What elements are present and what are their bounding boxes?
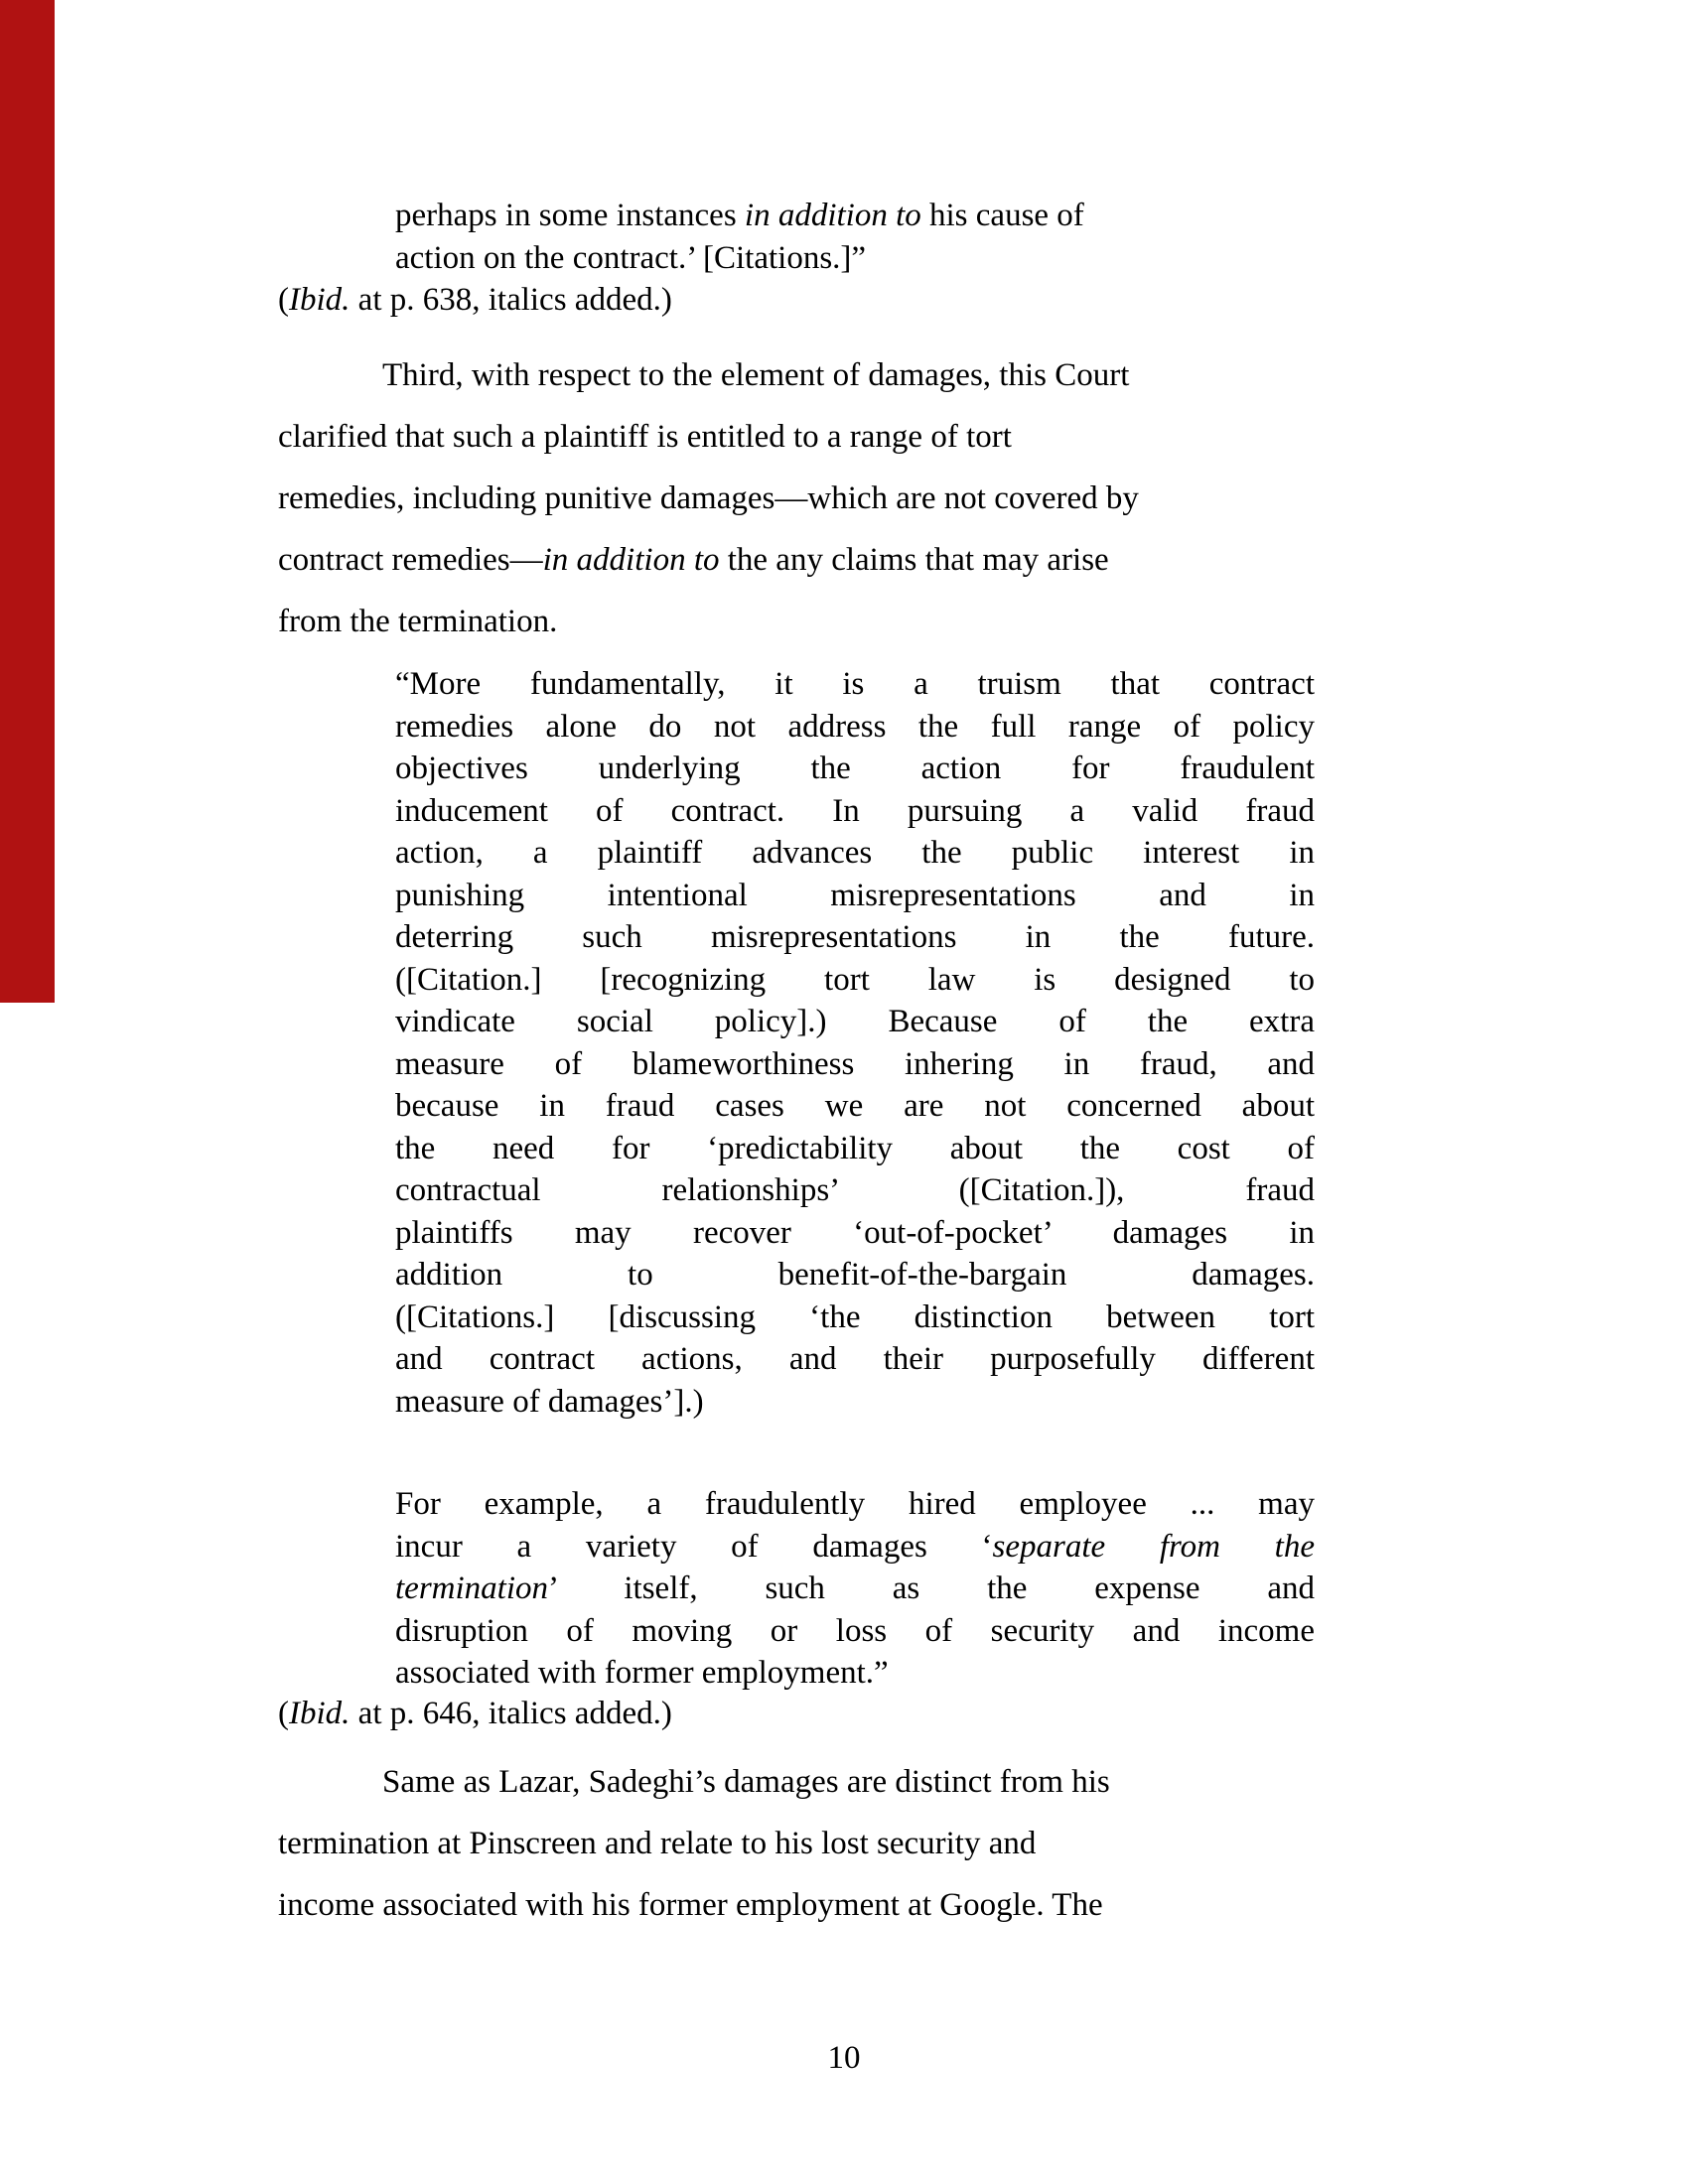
text-line: measure of blameworthiness inhering in fraud, and xyxy=(395,1045,1315,1082)
body-paragraph-same-as-lazar xyxy=(278,1751,1360,1936)
quoted-passage-more-fundamentally xyxy=(395,663,1315,1423)
text-line: plaintiffs may recover ‘out-of-pocket’ damages in xyxy=(395,1214,1315,1251)
left-accent-bar xyxy=(0,0,55,1003)
citation-ibid-p638: (Ibid. at p. 638, italics added.) xyxy=(278,282,672,318)
text-line: because in fraud cases we are not concerned about xyxy=(395,1088,1315,1124)
text-line: For example, a fraudulently hired employee ... may xyxy=(395,1486,1315,1522)
text-line: income associated with his former employment at Google. The xyxy=(278,1887,1103,1923)
text-line: measure of damages’].) xyxy=(395,1383,704,1420)
text-line: and contract actions, and their purposefully different xyxy=(395,1341,1315,1377)
quoted-passage-for-example xyxy=(395,1483,1315,1695)
text-line: remedies alone do not address the full range of policy xyxy=(395,708,1315,745)
text-line: “More fundamentally, it is a truism that contract xyxy=(395,666,1315,702)
quoted-passage-continuation xyxy=(395,195,1315,279)
text-line: remedies, including punitive damages—which are not covered by xyxy=(278,480,1139,516)
text-line: contract remedies—in addition to the any claims that may arise xyxy=(278,542,1109,578)
text-line: objectives underlying the action for fraudulent xyxy=(395,751,1315,786)
text-line: deterring such misrepresentations in the future. xyxy=(395,919,1315,955)
text-line: clarified that such a plaintiff is entitled to a range of tort xyxy=(278,419,1012,455)
text-line: termination’ itself, such as the expense and xyxy=(395,1570,1315,1606)
text-line: from the termination. xyxy=(278,604,558,639)
text-line: ([Citation.] [recognizing tort law is designed to xyxy=(395,961,1315,998)
body-paragraph-third xyxy=(278,344,1360,652)
text-line: addition to benefit-of-the-bargain damages. xyxy=(395,1257,1315,1293)
text-line: vindicate social policy].) Because of the extra xyxy=(395,1004,1315,1039)
text-line: disruption of moving or loss of security and income xyxy=(395,1612,1315,1649)
text-line: perhaps in some instances in addition to his cause of xyxy=(395,198,1084,233)
text-line: inducement of contract. In pursuing a valid fraud xyxy=(395,792,1315,829)
text-line: punishing intentional misrepresentations and in xyxy=(395,877,1315,913)
text-line: termination at Pinscreen and relate to his lost security and xyxy=(278,1826,1037,1861)
page-number: 10 xyxy=(827,2040,861,2076)
text-line: contractual relationships’ ([Citation.]), fraud xyxy=(395,1172,1315,1208)
text-line: Third, with respect to the element of damages, this Court xyxy=(382,357,1130,393)
text-line: action, a plaintiff advances the public interest in xyxy=(395,835,1315,871)
text-line: associated with former employment.” xyxy=(395,1655,889,1691)
text-line: action on the contract.’ [Citations.]” xyxy=(395,239,867,276)
text-line: incur a variety of damages ‘separate from the xyxy=(395,1528,1315,1565)
text-line: the need for ‘predictability about the cost of xyxy=(395,1130,1315,1166)
text-line: ([Citations.] [discussing ‘the distinction between tort xyxy=(395,1298,1315,1335)
text-line: Same as Lazar, Sadeghi’s damages are distinct from his xyxy=(382,1764,1110,1800)
citation-ibid-p646: (Ibid. at p. 646, italics added.) xyxy=(278,1696,672,1731)
